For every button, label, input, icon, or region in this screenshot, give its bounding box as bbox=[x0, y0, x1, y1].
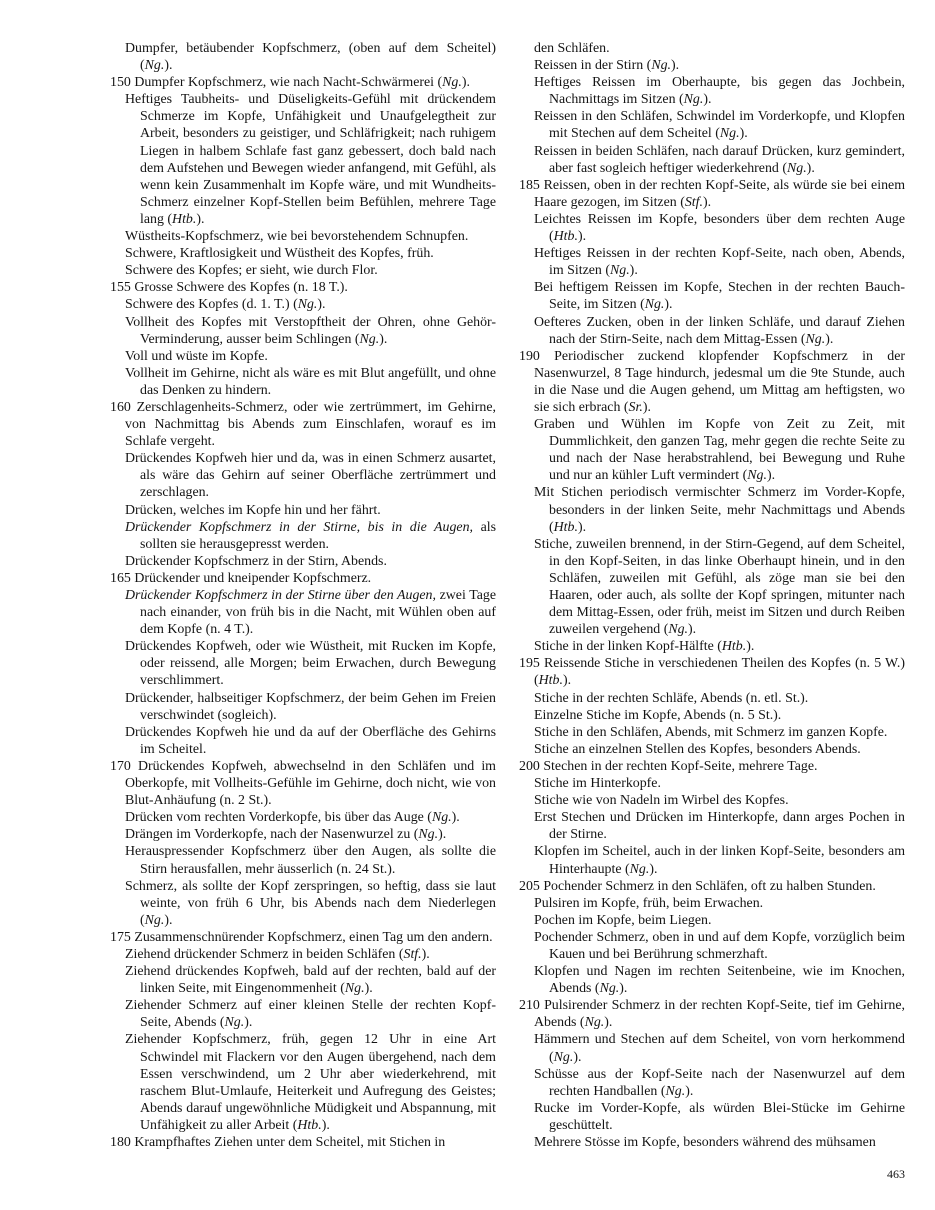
symptom-entry bbox=[110, 929, 496, 946]
entry-text: Ziehender Schmerz auf einer kleinen Stelle der rechten Kopf-Seite, Abends (Ng.). bbox=[125, 998, 496, 1031]
symptom-entry bbox=[110, 74, 496, 91]
italic-emphasis: Drückender Kopfschmerz in der Stirne über den Augen, bbox=[125, 588, 436, 603]
symptom-entry bbox=[110, 262, 496, 279]
symptom-entry bbox=[519, 912, 905, 929]
entry-text: zwei Tage nach einander, von früh bis in die Nacht, mit Wühlen oben auf dem Kopfe (n. 4 T.). bbox=[140, 588, 496, 638]
symptom-entry bbox=[110, 587, 496, 638]
entry-text: Periodischer zuckend klopfender Kopfschmerz in der Nasenwurzel, 8 Tage hindurch, jedesmal um die 9te Stunde, auch in die Nase und die Augen gehend, um Mittag am heftigsten, wo sie sich erbrach (Sr.). bbox=[534, 348, 905, 415]
entry-text: Ziehend drückendes Kopfweh, bald auf der rechten, bald auf der linken Seite, mit Eingenommenheit (Ng.). bbox=[125, 964, 496, 997]
symptom-entry bbox=[110, 638, 496, 689]
entry-text: den Schläfen. bbox=[534, 41, 610, 56]
entry-number: 170 bbox=[110, 758, 131, 774]
symptom-entry bbox=[519, 57, 905, 74]
entry-text: Schüsse aus der Kopf-Seite nach der Nasenwurzel auf dem rechten Handballen (Ng.). bbox=[534, 1066, 905, 1099]
entry-text: Stiche im Hinterkopfe. bbox=[534, 776, 661, 792]
entry-text: Wüstheits-Kopfschmerz, wie bei bevorstehendem Schnupfen. bbox=[125, 229, 469, 245]
symptom-entry bbox=[110, 399, 496, 450]
entry-number: 185 bbox=[519, 177, 540, 193]
symptom-entry bbox=[110, 519, 496, 553]
entry-text: Stiche in der linken Kopf-Hälfte (Htb.). bbox=[534, 639, 755, 655]
symptom-entry bbox=[519, 895, 905, 912]
symptom-entry bbox=[110, 348, 496, 365]
symptom-entry bbox=[110, 245, 496, 262]
symptom-entry bbox=[110, 570, 496, 587]
entry-text: Stiche wie von Nadeln im Wirbel des Kopfes. bbox=[534, 793, 789, 809]
entry-text: Drückendes Kopfweh, abwechselnd in den Schläfen und im Oberkopfe, mit Vollheits-Gefühle im Gehirne, doch nicht, wie von Blut-Anhäufung (n. 2 St.). bbox=[125, 758, 496, 809]
entry-text: Schwere, Kraftlosigkeit und Wüstheit des Kopfes, früh. bbox=[125, 246, 434, 262]
entry-text: Pulsiren im Kopfe, früh, beim Erwachen. bbox=[534, 895, 764, 911]
symptom-entry bbox=[110, 279, 496, 296]
entry-text: Stiche in den Schläfen, Abends, mit Schmerz im ganzen Kopfe. bbox=[534, 724, 888, 740]
symptom-entry bbox=[519, 484, 905, 535]
symptom-entry bbox=[519, 143, 905, 177]
symptom-entry bbox=[110, 826, 496, 843]
symptom-entry bbox=[110, 91, 496, 228]
symptom-entry bbox=[519, 792, 905, 809]
symptom-entry bbox=[519, 1066, 905, 1100]
entry-text: Drückendes Kopfweh, oder wie Wüstheit, mit Rucken im Kopfe, oder reissend, alle Morgen; beim Erwachen, durch Bewegung verschlimmert. bbox=[125, 639, 496, 689]
symptom-entry bbox=[519, 638, 905, 655]
symptom-entry bbox=[519, 655, 905, 689]
symptom-entry bbox=[519, 74, 905, 108]
entry-text: Dumpfer Kopfschmerz, wie nach Nacht-Schwärmerei (Ng.). bbox=[134, 75, 470, 91]
symptom-entry bbox=[519, 929, 905, 963]
symptom-entry bbox=[519, 211, 905, 245]
symptom-entry bbox=[110, 690, 496, 724]
symptom-entry bbox=[519, 878, 905, 895]
symptom-entry bbox=[110, 843, 496, 877]
symptom-entry bbox=[519, 775, 905, 792]
entry-text: Ziehend drückender Schmerz in beiden Schläfen (Stf.). bbox=[125, 946, 430, 962]
symptom-entry bbox=[519, 809, 905, 843]
entry-text: Krampfhaftes Ziehen unter dem Scheitel, mit Stichen in bbox=[134, 1135, 446, 1150]
entry-text: Leichtes Reissen im Kopfe, besonders über dem rechten Auge (Htb.). bbox=[534, 211, 905, 245]
symptom-entry bbox=[110, 724, 496, 758]
symptom-entry bbox=[110, 502, 496, 519]
entry-text: Drückender Kopfschmerz in der Stirn, Abends. bbox=[125, 553, 387, 569]
entry-text: Pochen im Kopfe, beim Liegen. bbox=[534, 912, 712, 928]
symptom-entry bbox=[519, 758, 905, 775]
entry-number: 195 bbox=[519, 656, 540, 672]
entry-text: Erst Stechen und Drücken im Hinterkopfe, dann arges Pochen in der Stirne. bbox=[534, 810, 905, 843]
left-column bbox=[110, 40, 496, 1151]
entry-text: Stiche, zuweilen brennend, in der Stirn-Gegend, auf dem Scheitel, in den Kopf-Seiten, in das linke Oberhaupt hinein, und in den Schläfen, zuweilen mit Gefühl, als zöge man sie bei den Haaren, oder auch, als sollte der Kopf springen, mitunter nach dem Mittag-Essen, oder früh, meist im Sitzen und durch Reiben zuweilen vergehend (Ng.). bbox=[534, 536, 905, 638]
symptom-entry bbox=[519, 843, 905, 877]
symptom-entry bbox=[110, 878, 496, 929]
entry-text: Mehrere Stösse im Kopfe, besonders während des mühsamen bbox=[534, 1135, 876, 1150]
entry-text: Oefteres Zucken, oben in der linken Schläfe, und darauf Ziehen nach der Stirn-Seite, nach dem Mittag-Essen (Ng.). bbox=[534, 314, 905, 347]
entry-text: Bei heftigem Reissen im Kopfe, Stechen in der rechten Bauch-Seite, im Sitzen (Ng.). bbox=[534, 280, 905, 313]
symptom-entry bbox=[519, 1100, 905, 1134]
entry-text: Herauspressender Kopfschmerz über den Augen, als sollte die Stirn herausfallen, mehr äusserlich (n. 24 St.). bbox=[125, 844, 496, 877]
symptom-entry bbox=[519, 40, 905, 57]
entry-text: Ziehender Kopfschmerz, früh, gegen 12 Uhr in eine Art Schwindel mit Flackern vor den Augen übergehend, nach dem Essen verschwindend, um 2 Uhr aber wiederkehrend, mit raschem Blut-Umlaufe, Heiterkeit und Aufregung des Geistes; Abends darauf ungewöhnliche Müdigkeit und Abspannung, mit Unfähigkeit zu aller Arbeit (Htb.). bbox=[125, 1032, 496, 1133]
symptom-entry bbox=[110, 314, 496, 348]
symptom-entry bbox=[110, 450, 496, 501]
entry-text: Zusammenschnürender Kopfschmerz, einen Tag um den andern. bbox=[134, 929, 493, 945]
symptom-entry bbox=[519, 724, 905, 741]
entry-text: Drücken vom rechten Vorderkopfe, bis über das Auge (Ng.). bbox=[125, 810, 460, 826]
symptom-entry bbox=[110, 946, 496, 963]
entry-text: Pulsirender Schmerz in der rechten Kopf-Seite, tief im Gehirne, Abends (Ng.). bbox=[534, 998, 905, 1031]
entry-text: Klopfen im Scheitel, auch in der linken Kopf-Seite, besonders am Hinterhaupte (Ng.). bbox=[534, 844, 905, 877]
symptom-entry bbox=[110, 553, 496, 570]
symptom-entry bbox=[519, 314, 905, 348]
symptom-entry bbox=[110, 228, 496, 245]
symptom-entry bbox=[110, 296, 496, 313]
entry-text: Pochender Schmerz, oben in und auf dem Kopfe, vorzüglich beim Kauen und bei Berührung schmerzhaft. bbox=[534, 929, 905, 962]
entry-text: Heftiges Reissen im Oberhaupte, bis gegen das Jochbein, Nachmittags im Sitzen (Ng.). bbox=[534, 75, 905, 108]
symptom-entry bbox=[110, 1134, 496, 1151]
entry-text: Dumpfer, betäubender Kopfschmerz, (oben auf dem Scheitel) (Ng.). bbox=[125, 41, 496, 74]
entry-number: 175 bbox=[110, 929, 131, 945]
symptom-entry bbox=[519, 245, 905, 279]
entry-text: Einzelne Stiche im Kopfe, Abends (n. 5 St.). bbox=[534, 707, 782, 723]
entry-text: Vollheit des Kopfes mit Verstopftheit der Ohren, ohne Gehör-Verminderung, ausser beim Schlingen (Ng.). bbox=[125, 314, 496, 347]
entry-text: Reissende Stiche in verschiedenen Theilen des Kopfes (n. 5 W.) (Htb.). bbox=[534, 656, 905, 689]
entry-text: Drückendes Kopfweh hier und da, was in einen Schmerz ausartet, als wäre das Gehirn auf seiner Oberfläche zertrümmert und zerschlagen. bbox=[125, 451, 496, 501]
symptom-entry bbox=[519, 707, 905, 724]
symptom-entry bbox=[519, 279, 905, 313]
symptom-entry bbox=[110, 40, 496, 74]
entry-text: Stiche an einzelnen Stellen des Kopfes, besonders Abends. bbox=[534, 741, 861, 757]
right-column bbox=[519, 40, 905, 1151]
entry-text: Stiche in der rechten Schläfe, Abends (n. etl. St.). bbox=[534, 690, 809, 706]
entry-number: 210 bbox=[519, 998, 540, 1014]
symptom-entry bbox=[519, 1134, 905, 1151]
symptom-entry bbox=[110, 365, 496, 399]
entry-text: Klopfen und Nagen im rechten Seitenbeine, wie im Knochen, Abends (Ng.). bbox=[534, 964, 905, 997]
entry-number: 160 bbox=[110, 399, 131, 415]
entry-text: Heftiges Reissen in der rechten Kopf-Seite, nach oben, Abends, im Sitzen (Ng.). bbox=[534, 246, 905, 279]
symptom-entry bbox=[519, 416, 905, 484]
page-number: 463 bbox=[887, 1167, 905, 1181]
entry-text: Drängen im Vorderkopfe, nach der Nasenwurzel zu (Ng.). bbox=[125, 827, 447, 843]
italic-emphasis: Drückender Kopfschmerz in der Stirne, bis in die Augen, bbox=[125, 519, 474, 535]
symptom-entry bbox=[519, 997, 905, 1031]
entry-text: Drückender und kneipender Kopfschmerz. bbox=[134, 570, 372, 586]
entry-text: Mit Stichen periodisch vermischter Schmerz im Vorder-Kopfe, besonders in der linken Seite, mehr Nachmittags und Abends (Htb.). bbox=[534, 485, 905, 535]
entry-number: 205 bbox=[519, 878, 540, 894]
symptom-entry bbox=[110, 809, 496, 826]
symptom-entry bbox=[110, 997, 496, 1031]
symptom-entry bbox=[519, 1031, 905, 1065]
entry-number: 180 bbox=[110, 1135, 131, 1150]
symptom-entry bbox=[110, 963, 496, 997]
symptom-entry bbox=[519, 108, 905, 142]
entry-text: Rucke im Vorder-Kopfe, als würden Blei-Stücke im Gehirne geschüttelt. bbox=[534, 1100, 905, 1133]
entry-text: Reissen in beiden Schläfen, nach darauf Drücken, kurz gemindert, aber fast sogleich heftiger wiederkehrend (Ng.). bbox=[534, 143, 905, 176]
entry-text: Hämmern und Stechen auf dem Scheitel, von vorn herkommend (Ng.). bbox=[534, 1032, 905, 1065]
entry-text: Reissen, oben in der rechten Kopf-Seite, als würde sie bei einem Haare gezogen, im Sitzen (Stf.). bbox=[534, 177, 905, 210]
entry-text: Drückendes Kopfweh hie und da auf der Oberfläche des Gehirns im Scheitel. bbox=[125, 724, 496, 757]
entry-text: Vollheit im Gehirne, nicht als wäre es mit Blut angefüllt, und ohne das Denken zu hindern. bbox=[125, 365, 496, 398]
entry-text: Zerschlagenheits-Schmerz, oder wie zertrümmert, im Gehirne, von Nachmittag bis Abends zum Einschlafen, worauf es im Schlafe vergeht. bbox=[125, 399, 496, 450]
entry-number: 155 bbox=[110, 280, 131, 296]
entry-text: Schwere des Kopfes (d. 1. T.) (Ng.). bbox=[125, 297, 326, 313]
entry-number: 200 bbox=[519, 758, 540, 774]
symptom-entry bbox=[110, 758, 496, 809]
entry-text: Reissen in den Schläfen, Schwindel im Vorderkopfe, und Klopfen mit Stechen auf dem Scheitel (Ng.). bbox=[534, 109, 905, 142]
entry-text: als sollten sie herausgepresst werden. bbox=[140, 519, 497, 552]
entry-text: Grosse Schwere des Kopfes (n. 18 T.). bbox=[134, 280, 348, 296]
entry-text: Drücken, welches im Kopfe hin und her fährt. bbox=[125, 502, 381, 518]
entry-text: Graben und Wühlen im Kopfe von Zeit zu Zeit, mit Dummlichkeit, den ganzen Tag, mehr gegen die rechte Seite zu und nach der Nase herabstrahlend, bei Bewegung und Ruhe und nur an kühler Luft vermindert (Ng.). bbox=[534, 417, 905, 484]
entry-text: Schmerz, als sollte der Kopf zerspringen, so heftig, dass sie laut weinte, von früh 6 Uhr, bis Abends nach dem Niederlegen (Ng.). bbox=[125, 878, 496, 928]
symptom-entry bbox=[519, 536, 905, 639]
entry-text: Stechen in der rechten Kopf-Seite, mehrere Tage. bbox=[543, 758, 818, 774]
symptom-entry bbox=[519, 963, 905, 997]
symptom-entry bbox=[519, 741, 905, 758]
symptom-entry bbox=[519, 348, 905, 416]
entry-number: 165 bbox=[110, 570, 131, 586]
entry-text: Heftiges Taubheits- und Düseligkeits-Gefühl mit drückendem Schmerze im Kopfe, Unfähigkeit und Unaufgelegtheit zur Arbeit, besonders zu geistiger, und Schläfrigkeit; nach ruhigem Liegen in halbem Schlafe fast ganz gebessert, doch bald nach dem Aufstehen und Bewegen wieder anfangend, mit Gefühl, als wenn kein Zusammenhalt im Kopfe wäre, und mit Wundheits-Schmerz einzelner Kopf-Stellen beim Befühlen, mehrere Tage lang (Htb.). bbox=[125, 92, 496, 227]
symptom-entry bbox=[519, 177, 905, 211]
entry-number: 190 bbox=[519, 348, 540, 364]
symptom-entry bbox=[110, 1031, 496, 1134]
symptom-entry bbox=[519, 690, 905, 707]
entry-text: Schwere des Kopfes; er sieht, wie durch Flor. bbox=[125, 263, 378, 279]
entry-text: Drückender, halbseitiger Kopfschmerz, der beim Gehen im Freien verschwindet (sogleich). bbox=[125, 690, 496, 723]
entry-text: Reissen in der Stirn (Ng.). bbox=[534, 58, 680, 74]
entry-text: Pochender Schmerz in den Schläfen, oft zu halben Stunden. bbox=[543, 878, 876, 894]
entry-text: Voll und wüste im Kopfe. bbox=[125, 348, 268, 364]
entry-number: 150 bbox=[110, 75, 131, 91]
